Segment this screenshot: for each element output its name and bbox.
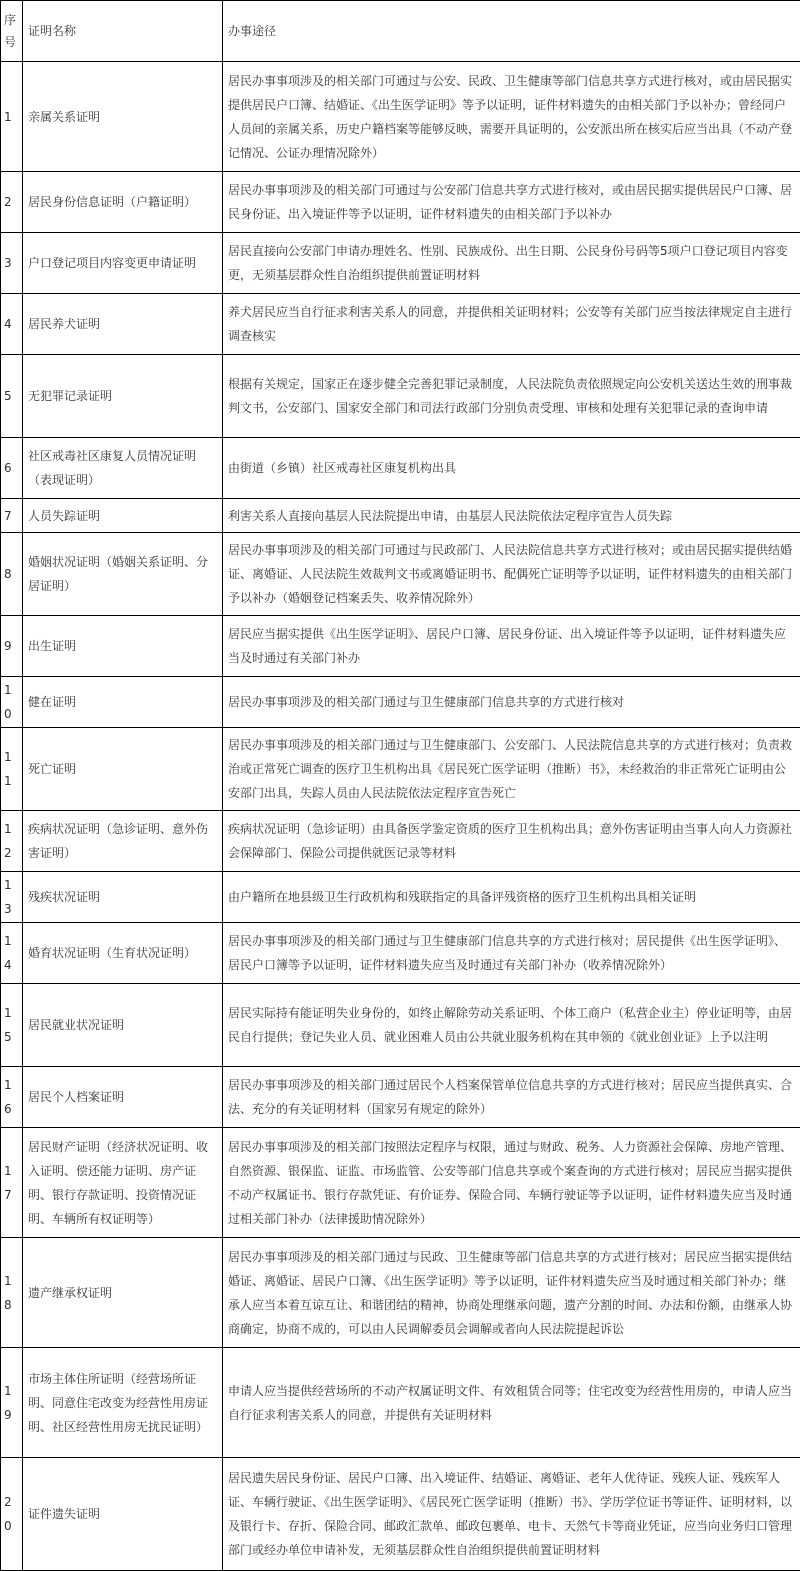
row-index: 8: [1, 533, 23, 616]
table-row: [1, 294, 800, 355]
row-channel: 申请人应当提供经营场所的不动产权属证明文件、有效租赁合同等；住宅改变为经营性用房的，申请人应当自行征求利害关系人的同意，并提供有关证明材料: [223, 1348, 800, 1458]
row-channel: 由户籍所在地县级卫生行政机构和残联指定的具备评残资格的医疗卫生机构出具相关证明: [223, 872, 800, 923]
row-channel: 居民办事事项涉及的相关部门通过与民政、卫生健康等部门信息共享的方式进行核对；居民应当据实提供结婚证、离婚证、居民户口簿、《出生医学证明》等予以证明，证件材料遗失应当及时通过相关部门补办；继承人应当本着互谅互让、和谐团结的精神，协商处理继承问题，遗产分割的时间、办法和份额，由继承人协商确定，协商不成的，可以由人民调解委员会调解或者向人民法院提起诉讼: [223, 1238, 800, 1348]
row-channel: 居民实际持有能证明失业身份的，如终止解除劳动关系证明、个体工商户（私营企业主）停业证明等，由居民自行提供；登记失业人员、就业困难人员由公共就业服务机构在其申领的《就业创业证》上予以注明: [223, 984, 800, 1067]
row-name: 遗产继承权证明: [23, 1238, 223, 1348]
row-index: 18: [1, 1238, 23, 1348]
row-name: 人员失踪证明: [23, 499, 223, 533]
row-name: 无犯罪记录证明: [23, 355, 223, 438]
row-index: 1: [1, 62, 23, 172]
table-row: [1, 499, 800, 533]
row-channel: 由街道（乡镇）社区戒毒社区康复机构出具: [223, 438, 800, 499]
row-channel: 疾病状况证明（急诊证明）由具备医学鉴定资质的医疗卫生机构出具；意外伤害证明由当事人向人力资源社会保障部门、保险公司提供就医记录等材料: [223, 811, 800, 872]
row-index: 14: [1, 923, 23, 984]
row-index: 13: [1, 872, 23, 923]
row-channel: 居民办事事项涉及的相关部门通过与卫生健康部门、公安部门、人民法院信息共享的方式进行核对；负责救治或正常死亡调查的医疗卫生机构出具《居民死亡医学证明（推断）书》，未经救治的非正常死亡证明由公安部门出具，失踪人员由人民法院依法定程序宣告死亡: [223, 728, 800, 811]
table-row: [1, 616, 800, 677]
header-name: 证明名称: [23, 1, 223, 62]
row-channel: 居民办事事项涉及的相关部门可通过与民政部门、人民法院信息共享方式进行核对；或由居民据实提供结婚证、离婚证、人民法院生效裁判文书或离婚证明书、配偶死亡证明等予以证明，证件材料遗失的由相关部门予以补办（婚姻登记档案丢失、收养情况除外）: [223, 533, 800, 616]
table-row: [1, 533, 800, 616]
row-index: 9: [1, 616, 23, 677]
table-row: [1, 1238, 800, 1348]
row-index: 6: [1, 438, 23, 499]
table-row: [1, 355, 800, 438]
row-name: 居民财产证明（经济状况证明、收入证明、偿还能力证明、房产证明、银行存款证明、投资情况证明、车辆所有权证明等）: [23, 1128, 223, 1238]
row-channel: 居民办事事项涉及的相关部门通过与卫生健康部门信息共享的方式进行核对；居民提供《出生医学证明》、居民户口簿等予以证明，证件材料遗失应当及时通过有关部门补办（收养情况除外）: [223, 923, 800, 984]
row-index: 20: [1, 1458, 23, 1571]
table-row: [1, 984, 800, 1067]
table-row: [1, 438, 800, 499]
row-name: 户口登记项目内容变更申请证明: [23, 233, 223, 294]
row-name: 居民个人档案证明: [23, 1067, 223, 1128]
table-row: [1, 811, 800, 872]
row-channel: 居民直接向公安部门申请办理姓名、性别、民族成份、出生日期、公民身份号码等5项户口登记项目内容变更，无须基层群众性自治组织提供前置证明材料: [223, 233, 800, 294]
row-index: 10: [1, 677, 23, 728]
row-channel: 利害关系人直接向基层人民法院提出申请，由基层人民法院依法定程序宣告人员失踪: [223, 499, 800, 533]
row-name: 健在证明: [23, 677, 223, 728]
row-channel: 居民办事事项涉及的相关部门可通过与公安、民政、卫生健康等部门信息共享方式进行核对，或由居民据实提供居民户口簿、结婚证、《出生医学证明》等予以证明，证件材料遗失的由相关部门予以补办；曾经同户人员间的亲属关系，历史户籍档案等能够反映，需要开具证明的，公安派出所在核实后应当出具（不动产登记情况、公证办理情况除外）: [223, 62, 800, 172]
table-row: [1, 728, 800, 811]
row-index: 5: [1, 355, 23, 438]
row-name: 出生证明: [23, 616, 223, 677]
row-channel: 居民办事事项涉及的相关部门可通过与公安部门信息共享方式进行核对，或由居民据实提供居民户口簿、居民身份证、出入境证件等予以证明，证件材料遗失的由相关部门予以补办: [223, 172, 800, 233]
table-row: [1, 172, 800, 233]
row-name: 亲属关系证明: [23, 62, 223, 172]
row-channel: 根据有关规定，国家正在逐步健全完善犯罪记录制度，人民法院负责依照规定向公安机关送达生效的刑事裁判文书，公安部门、国家安全部门和司法行政部门分别负责受理、审核和处理有关犯罪记录的查询申请: [223, 355, 800, 438]
table-row: [1, 62, 800, 172]
row-channel: 养犬居民应当自行征求利害关系人的同意，并提供相关证明材料；公安等有关部门应当按法律规定自主进行调查核实: [223, 294, 800, 355]
table-row: [1, 1458, 800, 1571]
table-row: [1, 923, 800, 984]
table-row: [1, 1348, 800, 1458]
row-index: 17: [1, 1128, 23, 1238]
row-index: 12: [1, 811, 23, 872]
row-name: 社区戒毒社区康复人员情况证明（表现证明）: [23, 438, 223, 499]
row-index: 15: [1, 984, 23, 1067]
header-index: 序号: [1, 1, 23, 62]
row-name: 死亡证明: [23, 728, 223, 811]
row-index: 4: [1, 294, 23, 355]
row-name: 居民就业状况证明: [23, 984, 223, 1067]
row-index: 2: [1, 172, 23, 233]
table-row: [1, 872, 800, 923]
table-row: [1, 677, 800, 728]
row-index: 11: [1, 728, 23, 811]
row-index: 19: [1, 1348, 23, 1458]
table-row: [1, 233, 800, 294]
row-index: 16: [1, 1067, 23, 1128]
row-name: 市场主体住所证明（经营场所证明、同意住宅改变为经营性用房证明、社区经营性用房无扰民证明）: [23, 1348, 223, 1458]
row-name: 居民身份信息证明（户籍证明）: [23, 172, 223, 233]
row-index: 7: [1, 499, 23, 533]
row-channel: 居民办事事项涉及的相关部门通过居民个人档案保管单位信息共享的方式进行核对；居民应当提供真实、合法、充分的有关证明材料（国家另有规定的除外）: [223, 1067, 800, 1128]
row-name: 疾病状况证明（急诊证明、意外伤害证明）: [23, 811, 223, 872]
row-channel: 居民办事事项涉及的相关部门通过与卫生健康部门信息共享的方式进行核对: [223, 677, 800, 728]
row-name: 证件遗失证明: [23, 1458, 223, 1571]
row-channel: 居民办事事项涉及的相关部门按照法定程序与权限，通过与财政、税务、人力资源社会保障、房地产管理、自然资源、银保监、证监、市场监管、公安等部门信息共享或个案查询的方式进行核对；居民应当据实提供不动产权属证书、银行存款凭证、有价证券、保险合同、车辆行驶证等予以证明，证件材料遗失应当及时通过相关部门补办（法律援助情况除外）: [223, 1128, 800, 1238]
row-channel: 居民遗失居民身份证、居民户口簿、出入境证件、结婚证、离婚证、老年人优待证、残疾人证、残疾军人证、车辆行驶证、《出生医学证明》、《居民死亡医学证明（推断）书》、学历学位证书等证件、证明材料，以及银行卡、存折、保险合同、邮政汇款单、邮政包裹单、电卡、天然气卡等商业凭证，应当向业务归口管理部门或经办单位申请补发，无须基层群众性自治组织提供前置证明材料: [223, 1458, 800, 1571]
row-name: 婚姻状况证明（婚姻关系证明、分居证明）: [23, 533, 223, 616]
header-channel: 办事途径: [223, 1, 800, 62]
table-header-row: [1, 1, 800, 62]
row-name: 居民养犬证明: [23, 294, 223, 355]
table-row: [1, 1128, 800, 1238]
row-name: 残疾状况证明: [23, 872, 223, 923]
row-channel: 居民应当据实提供《出生医学证明》、居民户口簿、居民身份证、出入境证件等予以证明，证件材料遗失应当及时通过有关部门补办: [223, 616, 800, 677]
row-index: 3: [1, 233, 23, 294]
row-name: 婚育状况证明（生育状况证明）: [23, 923, 223, 984]
table-row: [1, 1067, 800, 1128]
